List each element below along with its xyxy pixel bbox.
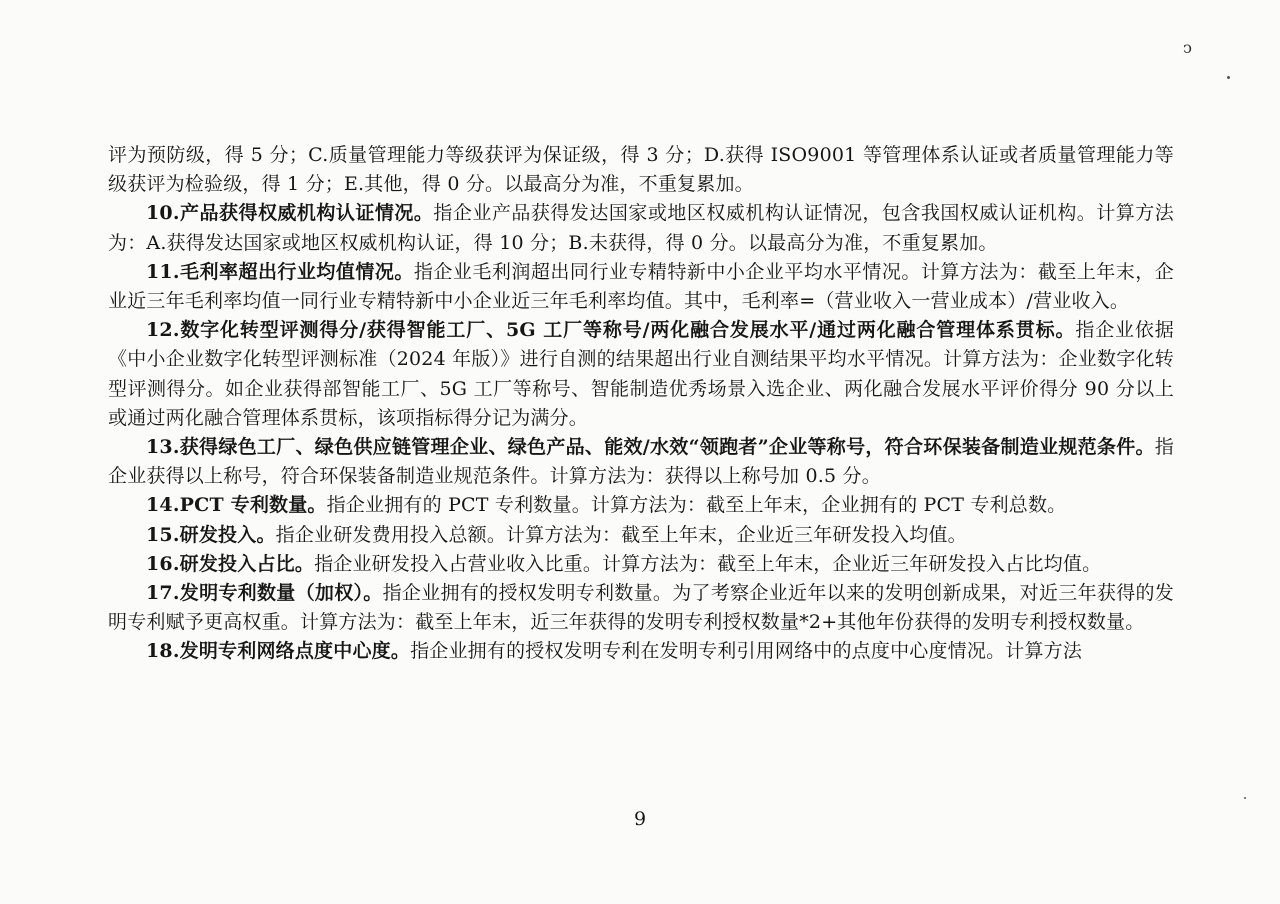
paragraph-heading: 12.数字化转型评测得分/获得智能工厂、5G 工厂等称号/两化融合发展水平/通过两化融合管理体系贯标。 (146, 319, 1076, 342)
paragraph-heading: 13.获得绿色工厂、绿色供应链管理企业、绿色产品、能效/水效“领跑者”企业等称号，符合环保装备制造业规范条件。 (146, 436, 1155, 459)
paragraph-heading: 10.产品获得权威机构认证情况。 (146, 202, 434, 225)
paragraph (108, 521, 1174, 550)
paragraph (108, 199, 1174, 257)
paragraph-text: 指企业研发费用投入总额。计算方法为：截至上年末，企业近三年研发投入均值。 (275, 523, 967, 546)
paragraph-text: 评为预防级，得 5 分；C.质量管理能力等级获评为保证级，得 3 分；D.获得 ISO9001 等管理体系认证或者质量管理能力等级获评为检验级，得 1 分；E.其他，得 0 分。以最高分为准，不重复累加。 (108, 144, 1174, 196)
paragraph (108, 637, 1174, 666)
paragraph (108, 258, 1174, 316)
paragraph-heading: 17.发明专利数量（加权）。 (146, 582, 383, 605)
paragraph (108, 491, 1174, 520)
paragraph-heading: 14.PCT 专利数量。 (146, 494, 327, 517)
scan-speck-icon (1244, 797, 1246, 799)
paragraph (108, 550, 1174, 579)
paragraph (108, 141, 1174, 199)
page-number: 9 (633, 808, 647, 830)
scan-speck-icon (1227, 76, 1230, 79)
paragraph-text: 指企业拥有的授权发明专利在发明专利引用网络中的点度中心度情况。计算方法 (410, 640, 1083, 663)
paragraph-heading: 16.研发投入占比。 (146, 552, 315, 575)
paragraph-text: 指企业产品获得发达国家或地区权威机构认证情况，包含我国权威认证机构。计算方法为：A.获得发达国家或地区权威机构认证，得 10 分；B.未获得，得 0 分。以最高分为准，不重复累加。 (108, 202, 1174, 254)
paragraph-text: 指企业拥有的授权发明专利数量。为了考察企业近年以来的发明创新成果，对近三年获得的发明专利赋予更高权重。计算方法为：截至上年末，近三年获得的发明专利授权数量*2+其他年份获得的发明专利授权数量。 (108, 582, 1175, 634)
paragraph (108, 433, 1174, 491)
scan-mark-icon: ↄ (1183, 38, 1192, 57)
paragraph (108, 579, 1174, 637)
paragraph (108, 316, 1174, 433)
paragraph-heading: 18.发明专利网络点度中心度。 (146, 640, 411, 663)
paragraph-text: 指企业研发投入占营业收入比重。计算方法为：截至上年末，企业近三年研发投入占比均值。 (314, 552, 1102, 575)
paragraph-text: 指企业毛利润超出同行业专精特新中小企业平均水平情况。计算方法为：截至上年末，企业近三年毛利率均值一同行业专精特新中小企业近三年毛利率均值。其中，毛利率=（营业收入一营业成本）/营业收入。 (108, 260, 1174, 313)
paragraph-text: 指企业拥有的 PCT 专利数量。计算方法为：截至上年末，企业拥有的 PCT 专利总数。 (326, 494, 1067, 517)
paragraph-heading: 15.研发投入。 (146, 523, 276, 546)
body-text (108, 141, 1174, 667)
paragraph-text: 指企业获得以上称号，符合环保装备制造业规范条件。计算方法为：获得以上称号加 0.5 分。 (108, 436, 1174, 488)
paragraph-heading: 11.毛利率超出行业均值情况。 (146, 260, 414, 283)
paragraph-text: 指企业依据《中小企业数字化转型评测标准（2024 年版）》进行自测的结果超出行业自测结果平均水平情况。计算方法为：企业数字化转型评测得分。如企业获得部智能工厂、5G 工厂等称号、智能制造优秀场景入选企业、两化融合发展水平评价得分 90 分以上或通过两化融合管理体系贯标，该项指标得分记为满分。 (108, 319, 1174, 429)
